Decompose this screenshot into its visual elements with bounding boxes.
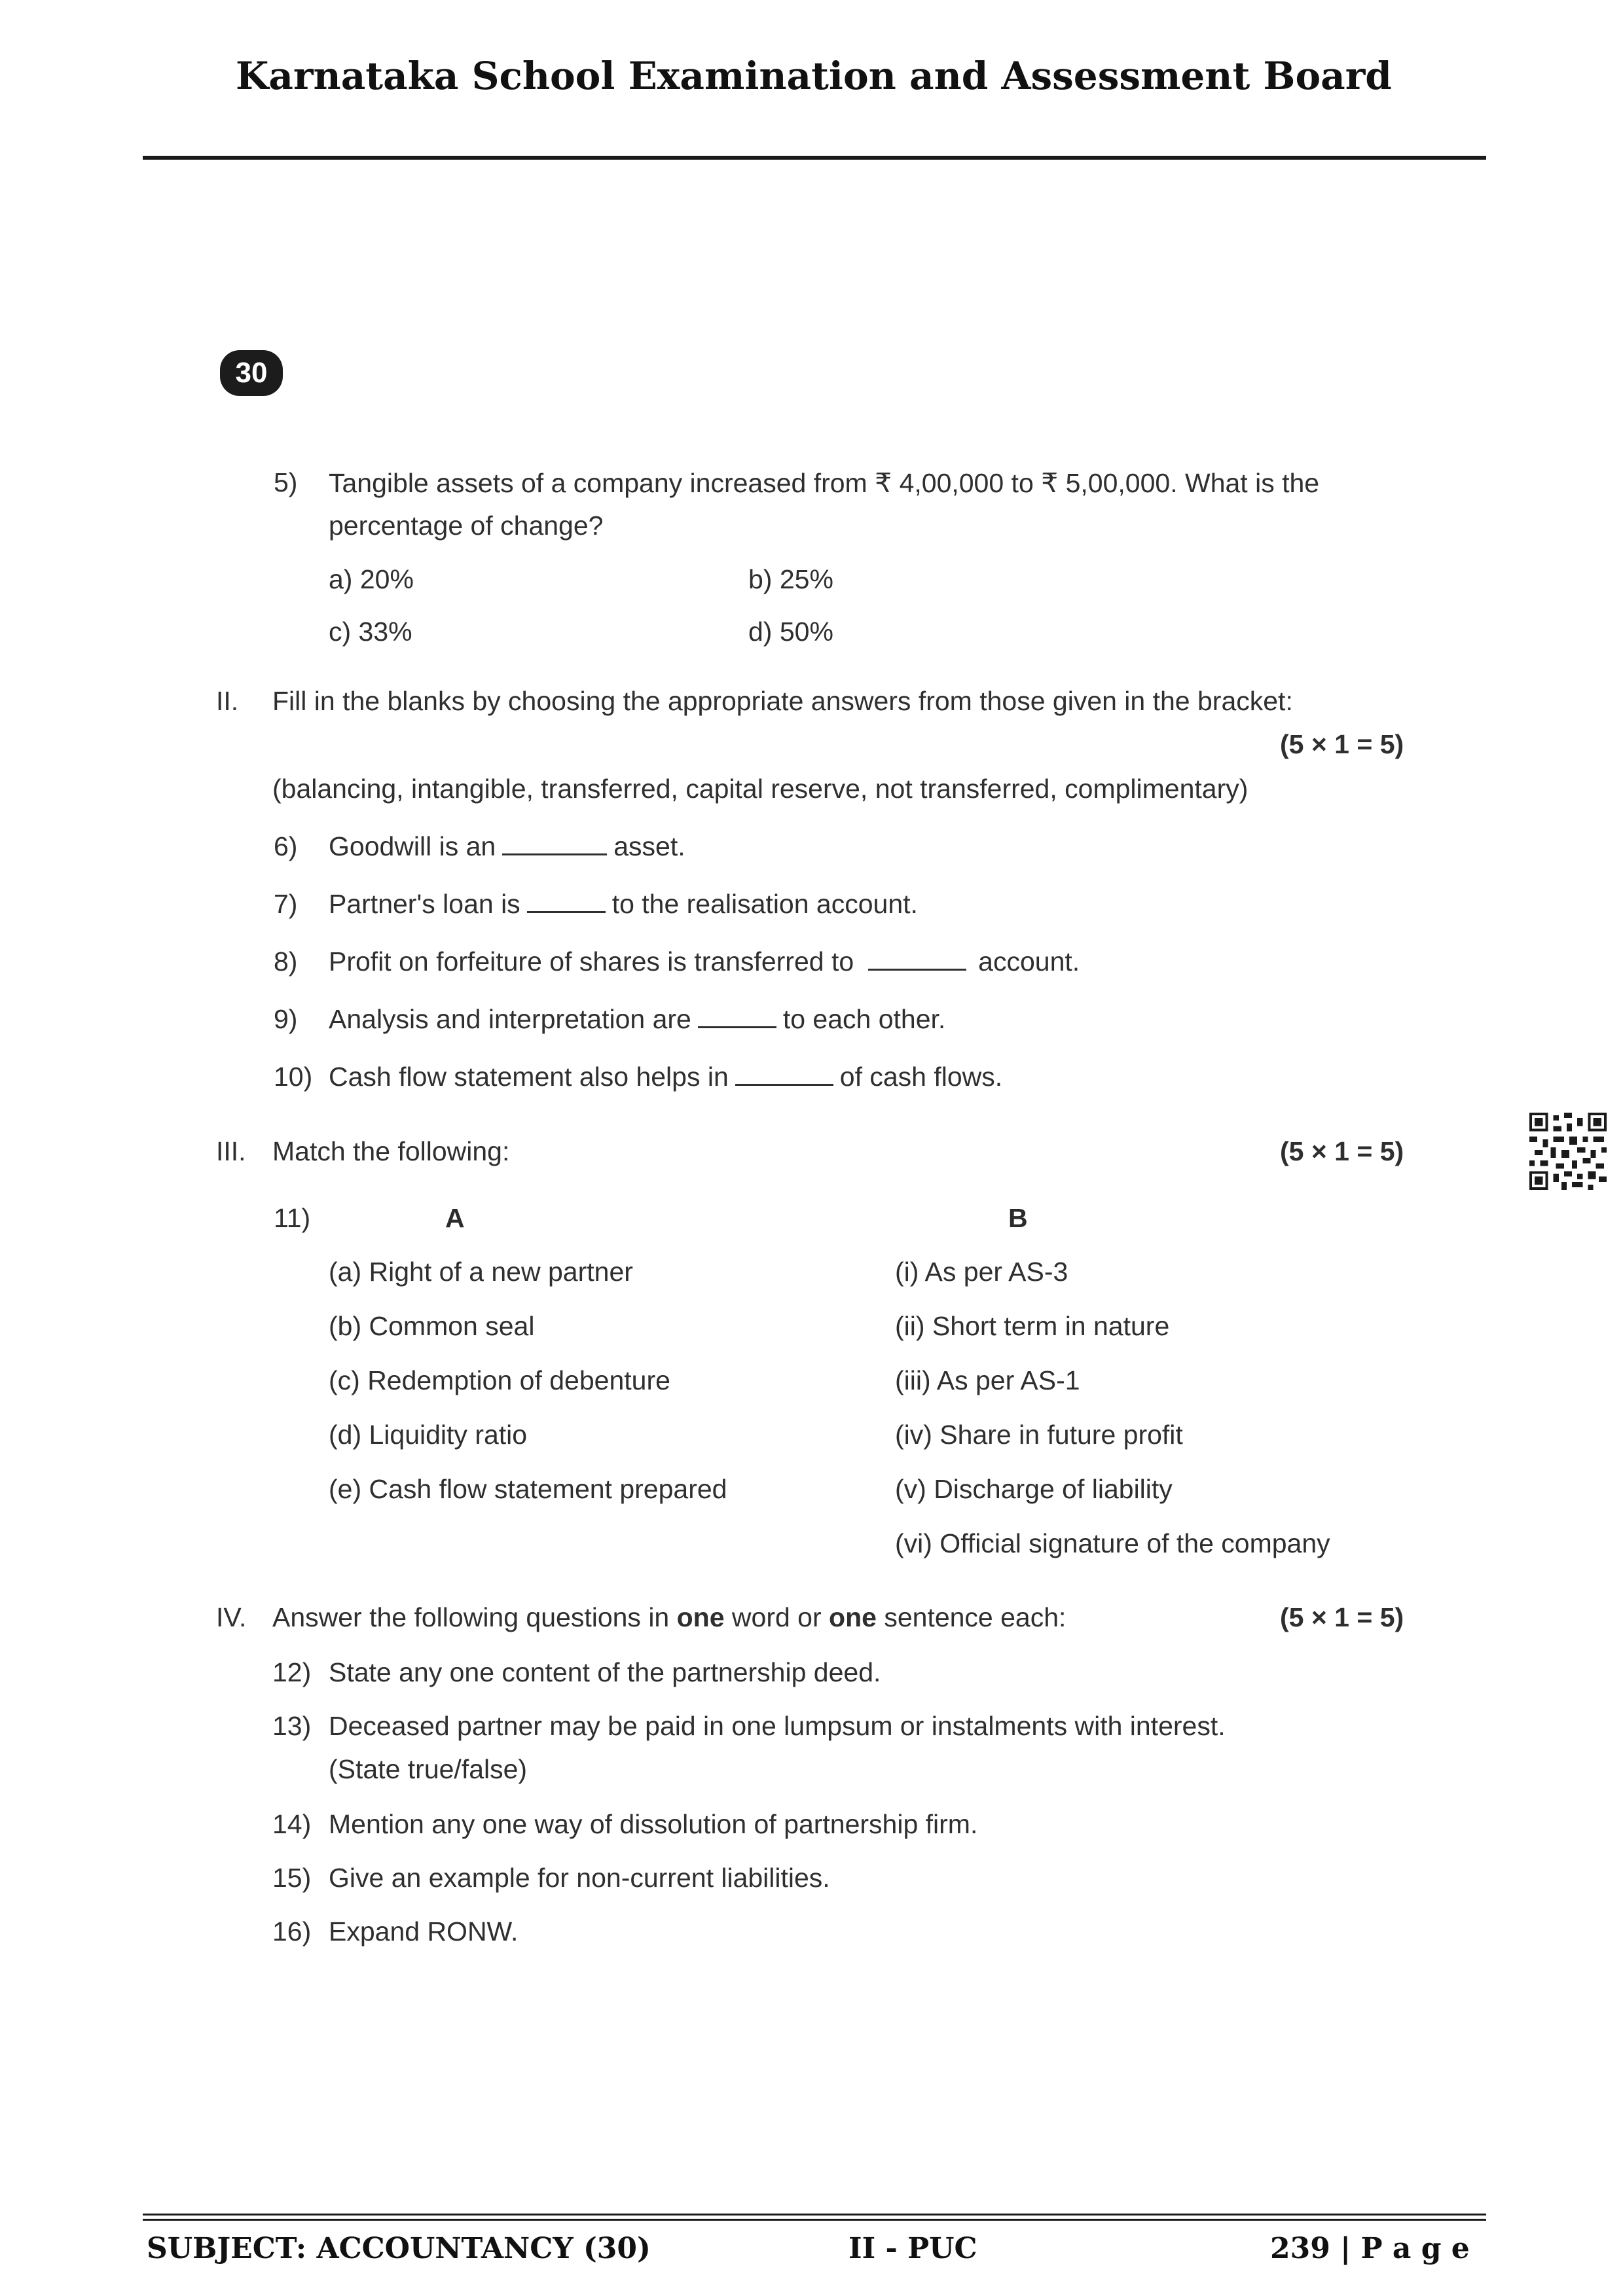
match-item-a: (a) Right of a new partner — [329, 1257, 633, 1287]
match-item-b: (iv) Share in future profit — [895, 1420, 1183, 1450]
option: c) 33% — [329, 617, 412, 647]
footer-subject: SUBJECT: ACCOUNTANCY (30) — [147, 2232, 651, 2265]
answer-blank — [502, 834, 607, 855]
question-number: 16) — [272, 1916, 312, 1946]
question-number: 15) — [272, 1863, 312, 1893]
section-marks: (5 × 1 = 5) — [1280, 729, 1404, 759]
question-text: Profit on forfeiture of shares is transferred to — [329, 946, 854, 977]
question-number: 12) — [272, 1657, 312, 1687]
instruction-text: word or — [724, 1602, 830, 1632]
section-marks: (5 × 1 = 5) — [1280, 1136, 1404, 1166]
question-text: account. — [978, 946, 1080, 977]
column-b-heading: B — [1008, 1203, 1028, 1233]
fill-blank-question — [329, 1062, 1002, 1092]
column-a-heading: A — [445, 1203, 465, 1233]
answer-choices: (balancing, intangible, transferred, capital reserve, not transferred, complimentary) — [272, 774, 1249, 804]
question-text: Expand RONW. — [329, 1916, 519, 1946]
question-number: 5) — [274, 467, 298, 497]
match-item-a: (b) Common seal — [329, 1311, 535, 1341]
question-text: percentage of change? — [329, 511, 604, 541]
fill-blank-question — [329, 946, 1080, 977]
fill-blank-question — [329, 831, 685, 862]
match-item-b: (iii) As per AS-1 — [895, 1365, 1080, 1395]
answer-blank — [868, 949, 966, 971]
question-number: 14) — [272, 1809, 312, 1839]
question-text: Tangible assets of a company increased from ₹ 4,00,000 to ₹ 5,00,000. What is the — [329, 468, 1320, 498]
instruction-text: sentence each: — [876, 1602, 1067, 1632]
section-marks: (5 × 1 = 5) — [1280, 1602, 1404, 1632]
footer-divider — [143, 2219, 1486, 2221]
question-number: 9) — [274, 1004, 298, 1034]
question-text: Cash flow statement also helps in — [329, 1062, 729, 1092]
question-text: of cash flows. — [839, 1062, 1003, 1092]
match-item-a: (d) Liquidity ratio — [329, 1420, 528, 1450]
match-item-a: (c) Redemption of debenture — [329, 1365, 670, 1395]
header-divider — [143, 156, 1486, 160]
question-text: Give an example for non-current liabilities. — [329, 1863, 830, 1893]
answer-blank — [698, 1007, 776, 1028]
question-number: 7) — [274, 889, 298, 919]
answer-blank — [735, 1064, 833, 1086]
question-number: 6) — [274, 831, 298, 861]
question-text: Analysis and interpretation are — [329, 1004, 691, 1034]
instruction-text: Answer the following questions in — [272, 1602, 677, 1632]
question-text: Goodwill is an — [329, 831, 496, 861]
option: b) 25% — [748, 564, 833, 594]
match-item-b: (ii) Short term in nature — [895, 1311, 1170, 1341]
section-numeral: III. — [216, 1136, 246, 1166]
question-text: asset. — [613, 831, 685, 861]
footer-divider — [143, 2214, 1486, 2215]
question-number: 10) — [274, 1062, 313, 1092]
match-item-b: (vi) Official signature of the company — [895, 1528, 1330, 1558]
board-title: Karnataka School Examination and Assessment Board — [236, 54, 1392, 98]
qr-code-icon — [1529, 1113, 1607, 1190]
match-item-a: (e) Cash flow statement prepared — [329, 1474, 727, 1504]
question-text: (State true/false) — [329, 1754, 528, 1784]
question-text: to each other. — [782, 1004, 946, 1034]
answer-blank — [527, 891, 606, 913]
question-text: Partner's loan is — [329, 889, 520, 919]
fill-blank-question — [329, 889, 918, 920]
question-number: 11) — [274, 1203, 311, 1233]
section-numeral: IV. — [216, 1602, 247, 1632]
question-text: to the realisation account. — [611, 889, 918, 919]
question-text: State any one content of the partnership deed. — [329, 1657, 881, 1687]
instruction-emphasis: one — [829, 1602, 877, 1632]
question-text: Mention any one way of dissolution of partnership firm. — [329, 1809, 978, 1839]
subject-code-badge: 30 — [220, 350, 283, 396]
option: a) 20% — [329, 564, 414, 594]
section-instruction — [272, 1602, 1066, 1633]
question-text: Deceased partner may be paid in one lumpsum or instalments with interest. — [329, 1711, 1226, 1741]
match-item-b: (v) Discharge of liability — [895, 1474, 1173, 1504]
footer-class: II - PUC — [848, 2232, 977, 2265]
question-number: 13) — [272, 1711, 312, 1741]
option: d) 50% — [748, 617, 833, 647]
fill-blank-question — [329, 1004, 945, 1035]
match-item-b: (i) As per AS-3 — [895, 1257, 1068, 1287]
section-instruction: Fill in the blanks by choosing the appropriate answers from those given in the bracket: — [272, 686, 1293, 716]
section-numeral: II. — [216, 686, 239, 716]
question-number: 8) — [274, 946, 298, 977]
instruction-emphasis: one — [676, 1602, 725, 1632]
section-instruction: Match the following: — [272, 1136, 510, 1166]
page-number: 239 | P a g e — [1270, 2232, 1470, 2265]
